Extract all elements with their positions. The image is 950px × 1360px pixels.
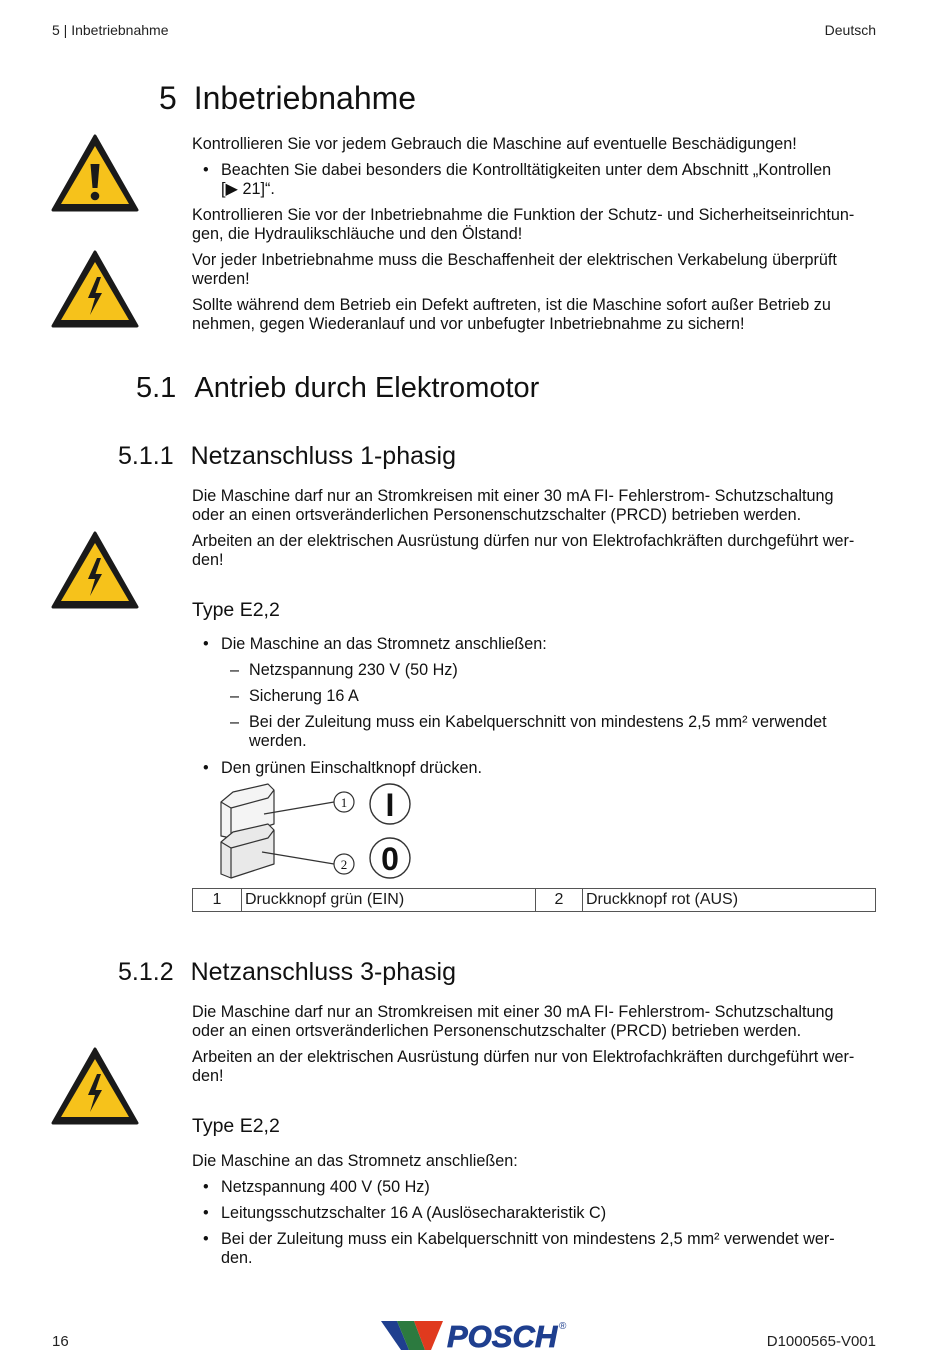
paragraph-line: Arbeiten an der elektrischen Ausrüstung dürfen nur von Elektrofachkräften durchgeführt wer- xyxy=(192,1048,855,1066)
bullet-marker: • xyxy=(203,1178,209,1196)
bullet-marker: • xyxy=(203,759,209,777)
paragraph-line: gen, die Hydraulikschläuche und den Ölstand! xyxy=(192,225,523,243)
header-language: Deutsch xyxy=(824,22,876,38)
list-item: Den grünen Einschaltknopf drücken. xyxy=(221,759,482,777)
paragraph-line: Arbeiten an der elektrischen Ausrüstung dürfen nur von Elektrofachkräften durchgeführt wer- xyxy=(192,532,855,550)
section-5-1-1-heading xyxy=(118,442,456,471)
section-number: 5 xyxy=(159,80,177,116)
sub-list-item: Netzspannung 230 V (50 Hz) xyxy=(249,661,458,679)
posch-logo xyxy=(381,1318,571,1354)
sub-list-item-line: Bei der Zuleitung muss ein Kabelquerschnitt von mindestens 2,5 mm² verwendet xyxy=(249,713,827,731)
registered-mark: ® xyxy=(559,1321,567,1332)
section-5-1-heading xyxy=(136,372,539,405)
paragraph-line: nehmen, gegen Wiederanlauf und vor unbefugter Inbetriebnahme zu sichern! xyxy=(192,315,745,333)
section-number: 5.1.1 xyxy=(118,442,174,470)
sub-list-item: Sicherung 16 A xyxy=(249,687,359,705)
section-5-heading xyxy=(159,80,416,117)
section-title: Inbetriebnahme xyxy=(193,80,417,116)
section-number: 5.1 xyxy=(136,372,177,404)
bullet-marker: • xyxy=(203,1204,209,1222)
legend-table xyxy=(192,888,876,912)
on-symbol xyxy=(370,784,410,824)
paragraph-line: werden! xyxy=(192,270,250,288)
callout-2 xyxy=(334,854,354,874)
paragraph: Die Maschine an das Stromnetz anschließen: xyxy=(192,1152,518,1170)
pushbutton-figure xyxy=(200,778,420,886)
paragraph-line: oder an einen ortsveränderlichen Personenschutzschalter (PRCD) betrieben werden. xyxy=(192,1022,802,1040)
section-number: 5.1.2 xyxy=(118,958,174,986)
off-symbol xyxy=(370,838,410,878)
table-cell: Druckknopf rot (AUS) xyxy=(583,889,876,912)
type-subheading: Type E2,2 xyxy=(192,1115,280,1137)
electrical-hazard-icon xyxy=(50,249,140,329)
electrical-hazard-icon xyxy=(50,1046,140,1126)
electrical-hazard-icon xyxy=(50,530,140,610)
list-item: Leitungsschutzschalter 16 A (Auslösecharakteristik C) xyxy=(221,1204,607,1222)
section-title: Netzanschluss 3-phasig xyxy=(190,958,456,986)
svg-text:2: 2 xyxy=(340,857,348,872)
paragraph-line: Die Maschine darf nur an Stromkreisen mit einer 30 mA FI- Fehlerstrom- Schutzschaltung xyxy=(192,487,834,505)
dash-marker: – xyxy=(230,661,240,679)
warning-general-icon xyxy=(50,133,140,213)
cross-reference-link[interactable]: [▶ 21]“. xyxy=(221,180,275,198)
document-id: D1000565-V001 xyxy=(766,1333,876,1350)
paragraph-line: oder an einen ortsveränderlichen Personenschutzschalter (PRCD) betrieben werden. xyxy=(192,506,802,524)
paragraph-line: Die Maschine darf nur an Stromkreisen mit einer 30 mA FI- Fehlerstrom- Schutzschaltung xyxy=(192,1003,834,1021)
paragraph: Kontrollieren Sie vor jedem Gebrauch die Maschine auf eventuelle Beschädigungen! xyxy=(192,135,797,153)
list-item: Die Maschine an das Stromnetz anschließen: xyxy=(221,635,547,653)
list-item-line: Bei der Zuleitung muss ein Kabelquerschnitt von mindestens 2,5 mm² verwendet wer- xyxy=(221,1230,835,1248)
svg-text:0: 0 xyxy=(381,841,399,877)
sub-list-item-line: werden. xyxy=(249,732,307,750)
table-cell: 2 xyxy=(536,889,583,912)
svg-text:1: 1 xyxy=(340,795,348,810)
bullet-marker: • xyxy=(203,1230,209,1248)
paragraph-line: Kontrollieren Sie vor der Inbetriebnahme die Funktion der Schutz- und Sicherheitseinrichtun- xyxy=(192,206,855,224)
paragraph-line: Vor jeder Inbetriebnahme muss die Beschaffenheit der elektrischen Verkabelung überprüft xyxy=(192,251,837,269)
list-item-line: Beachten Sie dabei besonders die Kontrolltätigkeiten unter dem Abschnitt „Kontrollen xyxy=(221,161,832,179)
bullet-marker: • xyxy=(203,161,209,179)
svg-text:I: I xyxy=(385,787,395,823)
page-number: 16 xyxy=(52,1333,69,1350)
logo-wordmark: POSCH xyxy=(447,1319,558,1354)
dash-marker: – xyxy=(230,687,240,705)
list-item: Netzspannung 400 V (50 Hz) xyxy=(221,1178,430,1196)
table-cell: 1 xyxy=(193,889,242,912)
header-section-label: 5 | Inbetriebnahme xyxy=(52,22,169,38)
section-5-1-2-heading xyxy=(118,958,456,987)
table-row xyxy=(193,889,876,912)
dash-marker: – xyxy=(230,713,240,731)
table-cell: Druckknopf grün (EIN) xyxy=(242,889,536,912)
list-item-line: den. xyxy=(221,1249,253,1267)
paragraph-line: den! xyxy=(192,551,224,569)
paragraph-line: den! xyxy=(192,1067,224,1085)
section-title: Netzanschluss 1-phasig xyxy=(190,442,456,470)
callout-1 xyxy=(334,792,354,812)
section-title: Antrieb durch Elektromotor xyxy=(194,372,540,404)
bullet-marker: • xyxy=(203,635,209,653)
paragraph-line: Sollte während dem Betrieb ein Defekt auftreten, ist die Maschine sofort außer Betrieb zu xyxy=(192,296,831,314)
type-subheading: Type E2,2 xyxy=(192,599,280,621)
